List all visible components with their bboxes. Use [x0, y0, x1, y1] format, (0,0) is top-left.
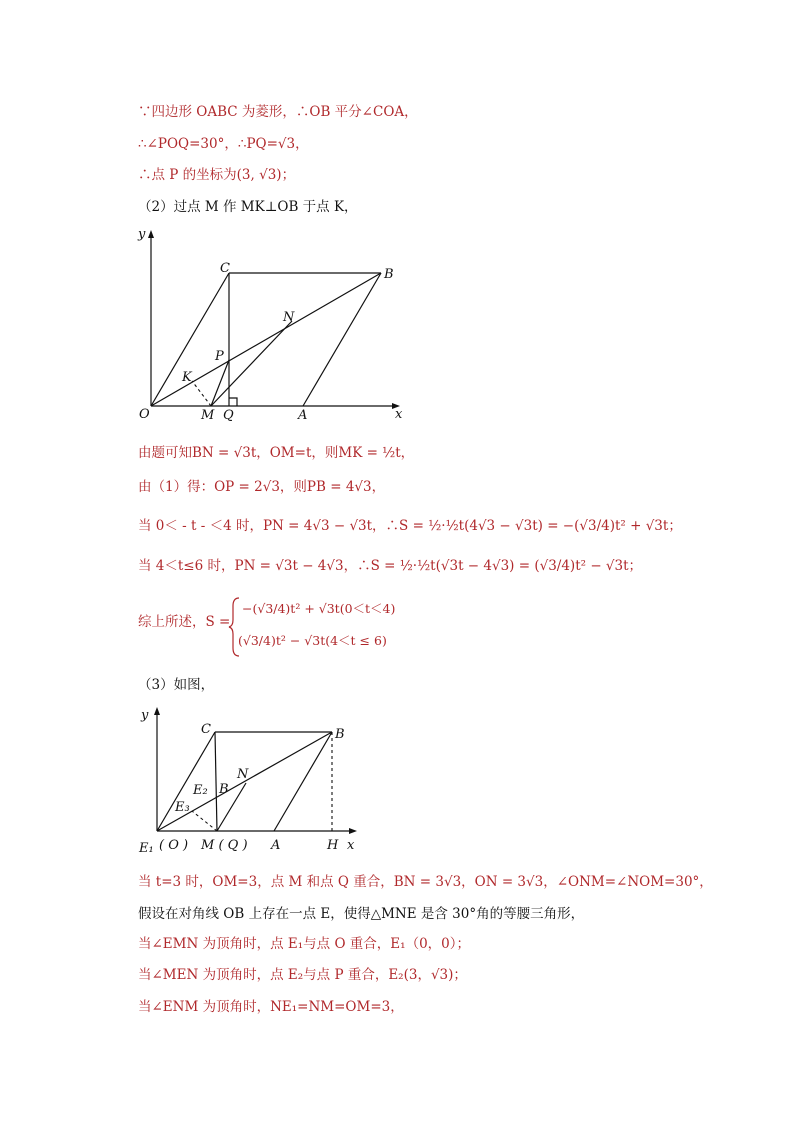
text-line-4: （2）过点 M 作 MK⊥OB 于点 K，	[138, 199, 358, 215]
fig1-y-label: y	[138, 227, 146, 242]
text-line-9-case-2: (√3/4)t² − √3t(4＜t ≤ 6)	[238, 633, 387, 648]
text-line-8: 当 4＜t≤6 时，PN = √3t − 4√3，∴S = ½·½t(√3t − 4√3) = (√3/4)t² − √3t；	[138, 558, 643, 574]
fig2-B-top-label: B	[335, 727, 345, 742]
text-line-1: ∵四边形 OABC 为菱形，∴OB 平分∠COA，	[138, 104, 418, 120]
fig1-A-label: A	[298, 408, 308, 423]
fig2-y-label: y	[141, 708, 149, 723]
fig2-E1-label: E₁	[139, 841, 154, 856]
text-line-3: ∴点 P 的坐标为(3, √3)；	[138, 167, 296, 183]
text-line-15: 当∠ENM 为顶角时，NE₁=NM=OM=3，	[138, 999, 404, 1015]
fig2-E3-label: E₃	[175, 800, 190, 815]
fig1-x-label: x	[395, 407, 403, 422]
text-line-10: （3）如图，	[138, 677, 215, 693]
fig2-MQ-label: M ( Q )	[201, 838, 248, 853]
text-line-6: 由（1）得：OP = 2√3，则PB = 4√3，	[138, 479, 386, 495]
fig2-x-label: x	[347, 838, 355, 853]
fig1-K-label: K	[182, 370, 192, 385]
text-line-13: 当∠EMN 为顶角时，点 E₁与点 O 重合，E₁（0，0）；	[138, 936, 470, 952]
fig1-O-label: O	[139, 407, 150, 422]
text-line-9-prefix: 综上所述，S =	[138, 614, 231, 630]
fig1-P-label: P	[215, 349, 224, 364]
fig2-N-label: N	[237, 767, 249, 782]
fig2-B-mid-label: B	[219, 782, 229, 797]
figure-2-diagram	[135, 703, 375, 858]
text-line-5: 由题可知BN = √3t，OM=t，则MK = ½t，	[138, 445, 415, 461]
text-line-14: 当∠MEN 为顶角时，点 E₂与点 P 重合，E₂(3，√3)；	[138, 967, 467, 983]
text-line-11: 当 t=3 时，OM=3，点 M 和点 Q 重合，BN = 3√3，ON = 3√3，∠ONM=∠NOM=30°，	[138, 874, 713, 890]
fig2-E2-label: E₂	[193, 783, 208, 798]
text-line-7: 当 0＜ - t - ＜4 时，PN = 4√3 − √3t，∴S = ½·½t(4√3 − √3t) = −(√3/4)t² + √3t；	[138, 518, 682, 534]
text-line-9-case-1: −(√3/4)t² + √3t(0＜t＜4)	[242, 601, 396, 616]
fig1-C-label: C	[220, 261, 230, 276]
fig2-H-label: H	[327, 838, 339, 853]
fig1-M-label: M	[201, 408, 215, 423]
fig2-O-paren-label: ( O )	[159, 838, 189, 853]
fig1-Q-label: Q	[223, 408, 234, 423]
fig2-A-label: A	[271, 838, 281, 853]
fig1-N-label: N	[283, 310, 295, 325]
text-line-12: 假设在对角线 OB 上存在一点 E，使得△MNE 是含 30°角的等腰三角形，	[138, 906, 585, 922]
figure-1-diagram	[130, 226, 410, 426]
fig2-C-label: C	[201, 722, 211, 737]
text-line-2: ∴∠POQ=30°，∴PQ=√3，	[138, 136, 309, 152]
fig1-B-label: B	[384, 267, 394, 282]
